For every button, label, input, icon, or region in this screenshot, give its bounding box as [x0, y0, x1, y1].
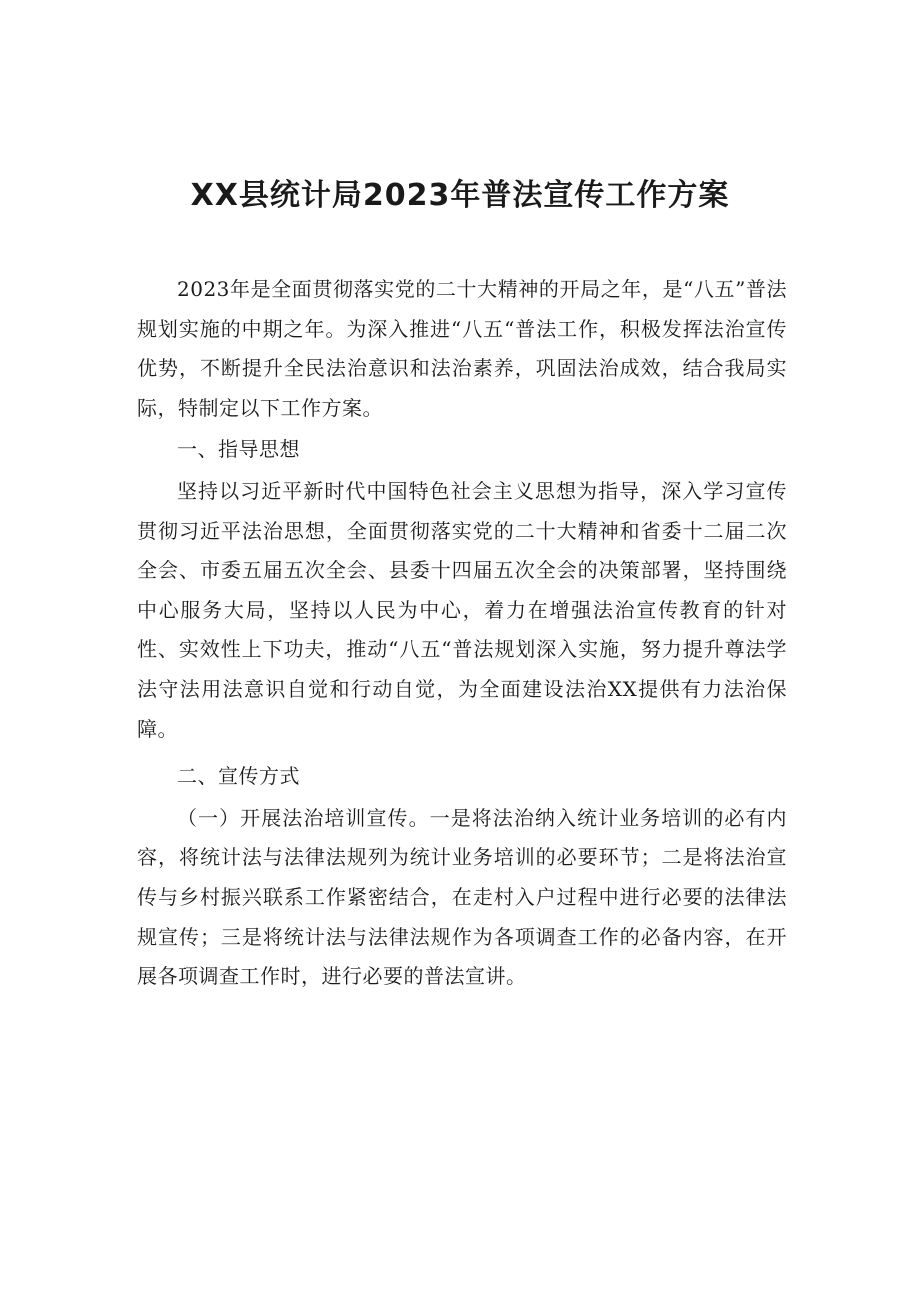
section-heading-guiding-ideology: 一、指导思想 [177, 437, 300, 462]
intro-paragraph: 2023年是全面贯彻落实党的二十大精神的开局之年，是“八五”普法规划实施的中期之年。为深入推进“八五“普法工作，积极发挥法治宣传优势，不断提升全民法治意识和法治素养，巩固法治成效，结合我局实际，特制定以下工作方案。 [137, 277, 787, 420]
document-title: XX县统计局2023年普法宣传工作方案 [190, 178, 730, 213]
section-heading-publicity-methods: 二、宣传方式 [177, 764, 300, 789]
section-paragraph-publicity-methods: （一）开展法治培训宣传。一是将法治纳入统计业务培训的必有内容，将统计法与法律法规列为统计业务培训的必要环节；二是将法治宣传与乡村振兴联系工作紧密结合，在走村入户过程中进行必要的法律法规宣传；三是将统计法与法律法规作为各项调查工作的必备内容，在开展各项调查工作时，进行必要的普法宣讲。 [137, 805, 787, 989]
section-paragraph-guiding-ideology: 坚持以习近平新时代中国特色社会主义思想为指导，深入学习宣传贯彻习近平法治思想，全面贯彻落实党的二十大精神和省委十二届二次全会、市委五届五次全会、县委十四届五次全会的决策部署，坚持围绕中心服务大局，坚持以人民为中心，着力在增强法治宣传教育的针对性、实效性上下功夫，推动“八五“普法规划深入实施，努力提升尊法学法守法用法意识自觉和行动自觉，为全面建设法治XX提供有力法治保障。 [137, 478, 787, 741]
document-body [137, 270, 787, 997]
